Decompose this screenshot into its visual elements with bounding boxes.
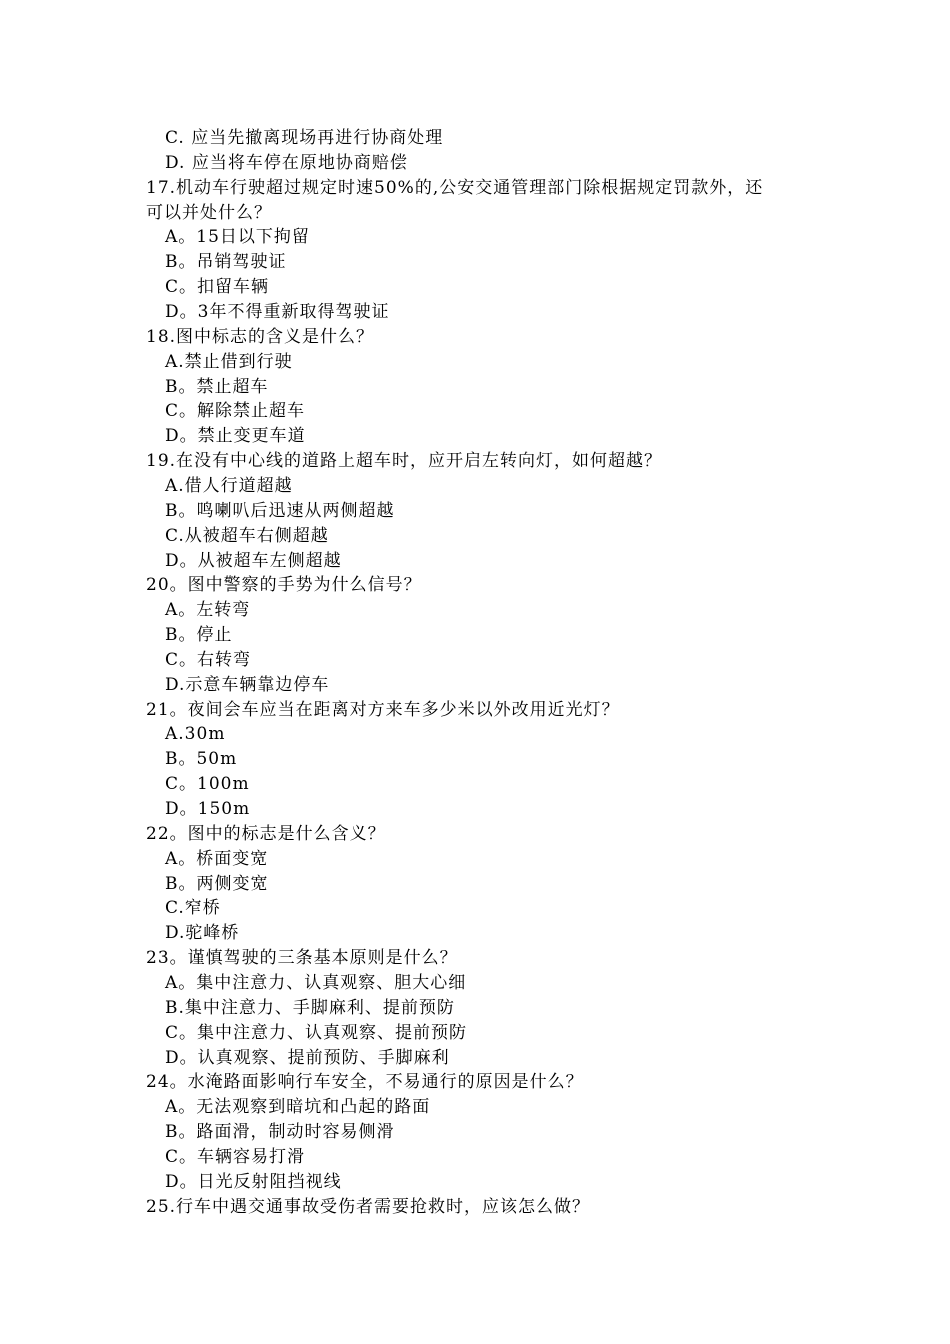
- answer-option: D。认真观察、提前预防、手脚麻利: [165, 1047, 450, 1068]
- answer-option: D。3年不得重新取得驾驶证: [165, 302, 390, 322]
- question-text: 25.行车中遇交通事故受伤者需要抢救时，应该怎么做？: [146, 1196, 591, 1217]
- answer-option: B。停止: [165, 625, 233, 645]
- question-text: 23。谨慎驾驶的三条基本原则是什么？: [146, 948, 458, 969]
- answer-option: C。解除禁止超车: [165, 401, 306, 422]
- answer-option: C。扣留车辆: [165, 277, 270, 298]
- answer-option: B。两侧变宽: [165, 873, 269, 894]
- answer-option: D。从被超车左侧超越: [165, 550, 342, 571]
- answer-option: C。右转弯: [165, 649, 252, 670]
- answer-option: C.窄桥: [165, 898, 221, 919]
- answer-option: C。车辆容易打滑: [165, 1146, 306, 1167]
- answer-option: A。无法观察到暗坑和凸起的路面: [165, 1097, 431, 1118]
- answer-option: A。左转弯: [165, 600, 251, 621]
- question-text: 19.在没有中心线的道路上超车时，应开启左转向灯，如何超越？: [146, 451, 663, 472]
- question-text: 20。图中警察的手势为什么信号？: [146, 575, 422, 596]
- answer-option: D。日光反射阻挡视线: [165, 1171, 342, 1192]
- question-text-continued: 可以并处什么？: [146, 202, 272, 223]
- answer-option: B。禁止超车: [165, 376, 269, 397]
- answer-option: B。路面滑，制动时容易侧滑: [165, 1122, 395, 1142]
- answer-option: A。桥面变宽: [165, 848, 269, 869]
- answer-option: C. 应当先撤离现场再进行协商处理: [165, 128, 444, 148]
- answer-option: D.示意车辆靠边停车: [165, 674, 330, 695]
- question-text: 22。图中的标志是什么含义？: [146, 823, 386, 844]
- answer-option: B。50m: [165, 749, 238, 770]
- question-text: 18.图中标志的含义是什么？: [146, 326, 375, 347]
- answer-option: B.集中注意力、手脚麻利、提前预防: [165, 997, 455, 1018]
- answer-option: B。吊销驾驶证: [165, 252, 287, 273]
- answer-option: A.禁止借到行驶: [165, 351, 293, 372]
- answer-option: C.从被超车右侧超越: [165, 525, 329, 546]
- answer-option: A。集中注意力、认真观察、胆大心细: [165, 972, 467, 993]
- answer-option: D。150m: [165, 799, 251, 819]
- answer-option: A.30m: [165, 724, 226, 745]
- question-text: 17.机动车行驶超过规定时速50%的,公安交通管理部门除根据规定罚款外，还: [146, 177, 764, 198]
- answer-option: A。15日以下拘留: [165, 227, 310, 248]
- answer-option: B。鸣喇叭后迅速从两侧超越: [165, 500, 395, 521]
- answer-option: A.借人行道超越: [165, 475, 293, 496]
- answer-option: D。禁止变更车道: [165, 426, 306, 447]
- question-text: 21。夜间会车应当在距离对方来车多少米以外改用近光灯？: [146, 699, 620, 720]
- question-text: 24。水淹路面影响行车安全，不易通行的原因是什么？: [146, 1072, 584, 1093]
- answer-option: D. 应当将车停在原地协商赔偿: [165, 152, 408, 173]
- answer-option: C。集中注意力、认真观察、提前预防: [165, 1022, 468, 1043]
- answer-option: D.驼峰桥: [165, 923, 240, 944]
- answer-option: C。100m: [165, 774, 250, 795]
